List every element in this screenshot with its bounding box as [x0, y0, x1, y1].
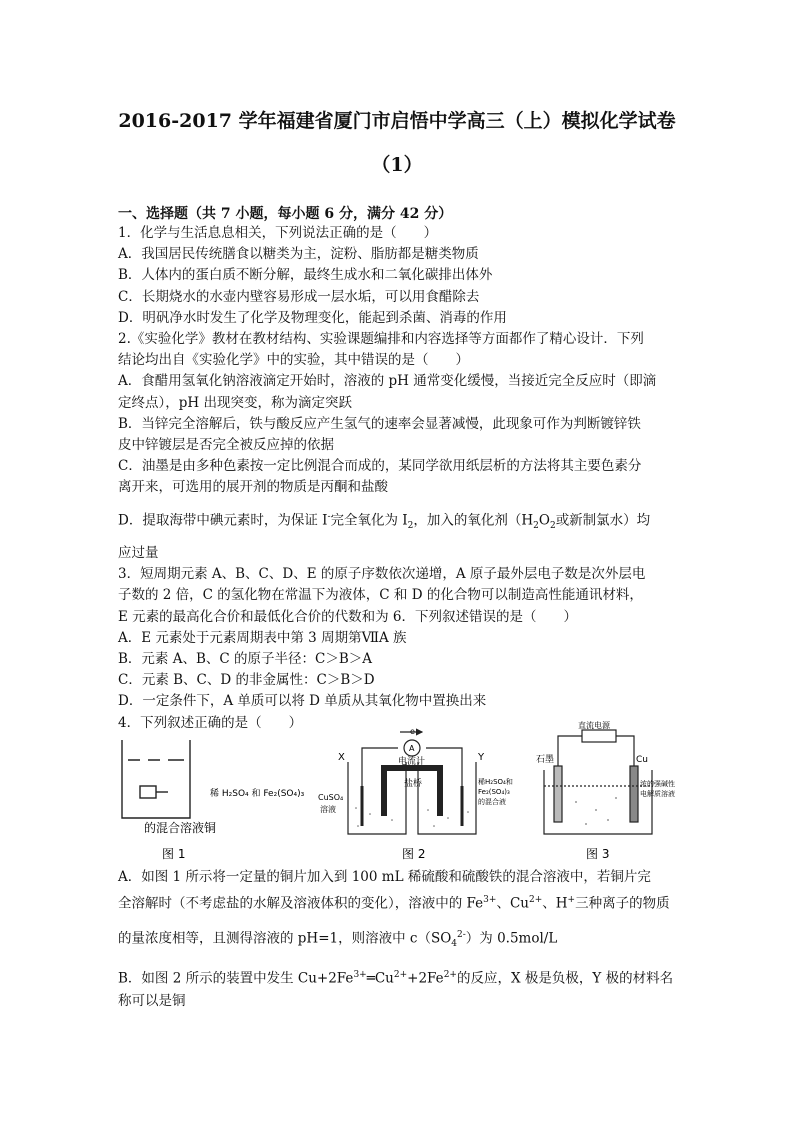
fig2-right-label-2: Fe₂(SO₄)₃ — [478, 788, 510, 796]
q4-option-b-line2: 称可以是铜 — [118, 993, 186, 1010]
questions-1-4 — [118, 223, 678, 734]
section-heading: 一、选择题（共 7 小题，每小题 6 分，满分 42 分） — [118, 206, 453, 222]
fig1-mix-label: 稀 H₂SO₄ 和 Fe₂(SO₄)₃ — [210, 789, 305, 799]
fig3-caption: 图 3 — [586, 847, 610, 861]
fig2-electron-label: e — [410, 727, 415, 736]
copper-electrode — [630, 766, 638, 822]
fig2-meter-name: 电流计 — [398, 757, 426, 767]
q2-stem-line2: 结论均出自《实验化学》中的实验，其中错误的是（ ） — [118, 352, 469, 369]
figure-3-diagram — [536, 721, 684, 864]
q4-option-b-line1: B．如图 2 所示的装置中发生 $Cu+2Fe^{3+}═Cu^{2+}+2Fe^{2+}$的反应，X 极是负极，Y 极的材料名 — [118, 969, 674, 987]
q3-stem-line3: E 元素的最高化合价和最低化合价的代数和为 6．下列叙述错误的是（ ） — [118, 608, 578, 625]
fig1-copper-label: 的混合溶液铜 — [144, 821, 217, 835]
fig2-y-label: Y — [478, 752, 485, 763]
q4-option-a-line3: 的量浓度相等，且测得溶液的 pH=1，则溶液中 $c(SO_4^{2-})$为 0.5mol/L — [118, 929, 558, 949]
fig3-cu-label: Cu — [636, 755, 648, 765]
q2-option-c-line2: 离开来，可选用的展开剂的物质是丙酮和盐酸 — [118, 479, 388, 496]
q2-option-a-line1: A．食醋用氢氧化钠溶液滴定开始时，溶液的 pH 通常变化缓慢，当接近完全反应时（即滴 — [118, 373, 657, 390]
wires — [558, 736, 634, 766]
page-title: 2016-2017 学年福建省厦门市启悟中学高三（上）模拟化学试卷 — [118, 110, 676, 132]
q2-option-d-line2: 应过量 — [118, 545, 159, 562]
fig3-electrolyte-label-2: 电解质溶液 — [640, 790, 675, 798]
q1-option-b: B．人体内的蛋白质不断分解，最终生成水和二氧化碳排出体外 — [118, 267, 493, 284]
q1-option-d: D．明矾净水时发生了化学及物理变化，能起到杀菌、消毒的作用 — [118, 309, 507, 326]
copper-piece-icon — [140, 786, 156, 798]
q1-stem: 1．化学与生活息息相关，下列说法正确的是（ ） — [118, 225, 438, 241]
salt-bridge — [384, 768, 440, 816]
left-beaker — [348, 762, 406, 834]
fig3-power-label: 直流电源 — [578, 721, 610, 730]
q2-option-b-line2: 皮中锌镀层是否完全被反应掉的依据 — [118, 437, 334, 454]
q4-option-a-line1: A．如图 1 所示将一定量的铜片加入到 100 mL 稀硫酸和硫酸铁的混合溶液中，若铜片完 — [118, 869, 651, 885]
q1-option-a: A．我国居民传统膳食以糖类为主，淀粉、脂肪都是糖类物质 — [118, 246, 479, 263]
q3-option-d: D．一定条件下，A 单质可以将 D 单质从其氧化物中置换出来 — [118, 693, 487, 710]
q2-option-c-line1: C．油墨是由多种色素按一定比例混合而成的，某同学欲用纸层析的方法将其主要色素分 — [118, 458, 642, 475]
q2-stem-line1: 2.《实验化学》教材在教材结构、实验课题编排和内容选择等方面都作了精心设计．下列 — [118, 331, 644, 348]
fig2-x-label: X — [338, 752, 345, 763]
q1-option-c: C．长期烧水的水壶内壁容易形成一层水垢，可以用食醋除去 — [118, 288, 480, 305]
beaker-outline — [122, 740, 190, 818]
q4-option-a-line2: 全溶解时（不考虑盐的水解及溶液体积的变化），溶液中的 $Fe^{3+}$、$Cu^{2+}$、H+三种离子的物质 — [118, 895, 670, 912]
fig2-right-label-3: 的混合液 — [478, 798, 506, 806]
q2-option-b-line1: B．当锌完全溶解后，铁与酸反应产生氢气的速率会显著减慢，此现象可作为判断镀锌铁 — [118, 415, 641, 432]
fig2-left-label-2: 溶液 — [320, 805, 336, 814]
fig3-graphite-label: 石墨 — [536, 755, 555, 765]
q3-option-b: B．元素 A、B、C 的原子半径：C＞B＞A — [118, 651, 373, 668]
fig1-caption: 图 1 — [162, 847, 186, 861]
figure-2-diagram — [318, 726, 513, 864]
q3-option-c: C．元素 B、C、D 的非金属性：C＞B＞D — [118, 672, 375, 689]
q4-options — [118, 866, 678, 1013]
q2-option-a-line2: 定终点），pH 出现突变，称为滴定突跃 — [118, 394, 352, 411]
q3-stem-line2: 子数的 2 倍，C 的氢化物在常温下为液体，C 和 D 的化合物可以制造高性能通讯材料， — [118, 587, 643, 604]
electrodes — [362, 786, 462, 826]
q2-option-d-line1: D．提取海带中碘元素时，为保证 I-完全氧化为 $I_2$，加入的氧化剂（$H_2O_2$或新制氯水）均 — [118, 511, 651, 531]
figure-1-diagram — [118, 726, 305, 864]
fig2-meter-letter: A — [409, 744, 415, 753]
fig2-left-label-1: CuSO₄ — [318, 793, 344, 802]
fig3-electrolyte-label-1: 浓的强碱性 — [640, 780, 675, 788]
fig2-caption: 图 2 — [402, 847, 426, 861]
page-title-suffix: （1） — [371, 154, 423, 176]
q3-option-a: A．E 元素处于元素周期表中第 3 周期第ⅦA 族 — [118, 629, 407, 646]
fig2-bridge-label: 盐桥 — [404, 779, 423, 789]
q4-stem: 4．下列叙述正确的是（ ） — [118, 714, 303, 731]
graphite-electrode — [554, 766, 562, 822]
fig2-right-label-1: 稀H₂SO₄和 — [478, 778, 513, 786]
q3-stem-line1: 3．短周期元素 A、B、C、D、E 的原子序数依次递增，A 原子最外层电子数是次外层电 — [118, 566, 646, 583]
power-supply-icon — [582, 730, 616, 742]
right-beaker — [418, 762, 476, 834]
